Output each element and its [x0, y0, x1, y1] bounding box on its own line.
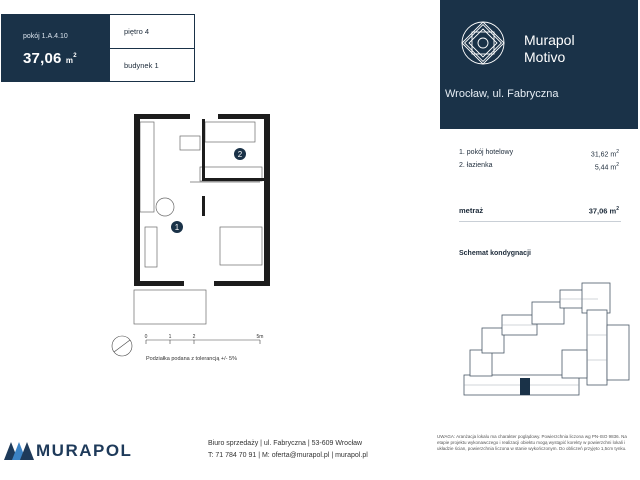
floor-schema-diagram — [462, 280, 634, 405]
room-marker-label-2: 2 — [237, 150, 243, 159]
room-area: 5,44 $m^2$ — [594, 162, 619, 172]
room-name: 1. pokój hotelowy — [459, 149, 514, 156]
brand-name — [524, 32, 575, 66]
scale-tick-label: 0 — [144, 334, 148, 340]
scale-tick-label: 1 — [168, 334, 172, 340]
total-area-row — [459, 206, 619, 216]
disclaimer-note: UWAGA: Aranżacja lokalu ma charakter poglądowy. Powierzchnia liczona wg PN-ISO 9836. Na etapie projektu wykonawczego i realizacji obiektu mogą wystąpić korekty w powierzchni lokali i układzie ścian, powierzchnia liczona w stanie wykończonym. Do obliczeń przyjęto 1,5cm tynku. — [437, 434, 627, 451]
scale-tick-label: 2 — [192, 334, 196, 340]
footer-brand: MURAPOL — [36, 441, 133, 460]
location-text: Wrocław, ul. Fabryczna — [445, 88, 559, 100]
unit-area: 37,06 $m^2$ — [23, 50, 77, 67]
floor-label: piętro 4 — [124, 27, 150, 36]
brand-line-1: Murapol — [524, 32, 575, 48]
total-value: 37,06 $m^2$ — [588, 206, 619, 216]
scale-tick-label: 5m — [256, 334, 264, 340]
room-name: 2. łazienka — [459, 162, 493, 169]
room-area: 31,62 $m^2$ — [590, 149, 619, 159]
room-row — [459, 149, 619, 162]
unit-code: pokój 1.A.4.10 — [23, 33, 68, 40]
contact-line: T: 71 784 70 91 | M: oferta@murapol.pl | murapol.pl — [208, 452, 368, 459]
floor-plan — [110, 112, 280, 352]
brand-line-2: Motivo — [524, 49, 566, 65]
murapol-logo-icon — [4, 438, 34, 462]
room-row — [459, 162, 619, 175]
unit-summary-box — [1, 14, 109, 82]
scale-tolerance-note: Podziałka podana z tolerancją +/- 5% — [146, 356, 237, 362]
room-list — [459, 149, 619, 175]
unit-highlight — [520, 378, 530, 395]
floor-schema-title: Schemat kondygnacji — [459, 250, 531, 257]
divider — [459, 221, 621, 222]
total-label: metraż — [459, 206, 484, 215]
motivo-logo-icon — [459, 19, 507, 67]
building-label: budynek 1 — [110, 48, 194, 81]
sales-office-address: Biuro sprzedaży | ul. Fabryczna | 53-609 Wrocław — [208, 440, 363, 447]
unit-details — [109, 14, 195, 82]
room-marker-label-1: 1 — [174, 223, 180, 232]
